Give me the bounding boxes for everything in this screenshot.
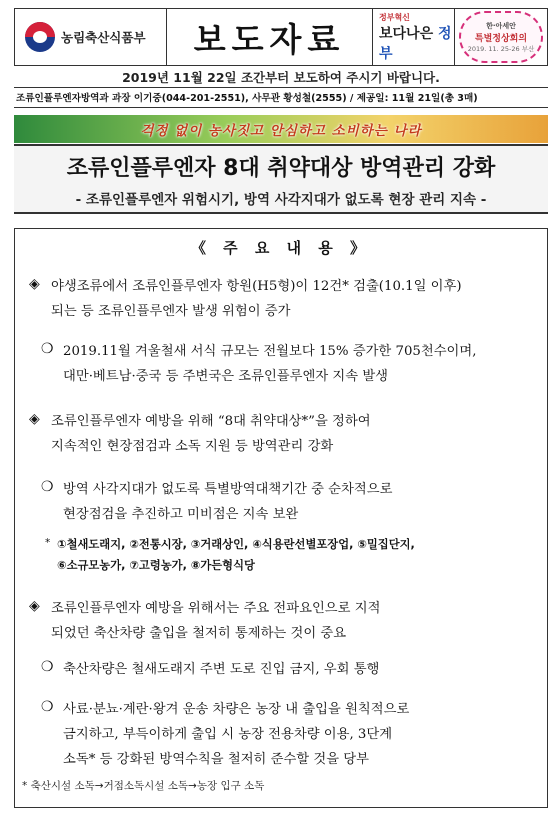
ministry-name: 농림축산식품부 [61, 30, 146, 45]
press-header [14, 8, 548, 66]
contact-line: 조류인플루엔자방역과 과장 이기중(044-201-2551), 사무관 황성철(2555) / 제공일: 11월 21일(총 3매) [14, 90, 548, 108]
summary-box [14, 228, 548, 808]
summary-line: 사료·분뇨·계란·왕겨 운송 차량은 농장 내 출입을 원칙적으로 [63, 702, 410, 717]
gov-slogan-part1: 보다나은 [379, 25, 434, 42]
note-line: ①철새도래지, ②전통시장, ③거래상인, ④식용란선별포장업, ⑤밀집단지, [57, 538, 415, 551]
circle-bullet-icon: ❍ [41, 699, 54, 715]
vulnerable-targets-note [57, 534, 543, 576]
ministry-block [15, 9, 167, 65]
diamond-bullet-icon: ◈ [29, 598, 40, 614]
summary-line: 지속적인 현장점검과 소독 지원 등 방역관리 강화 [51, 439, 334, 454]
circle-bullet-icon: ❍ [41, 341, 54, 357]
summary-line: 금지하고, 부득이하게 출입 시 농장 전용차량 이용, 3단계 [63, 727, 393, 742]
page-subtitle: - 조류인플루엔자 위험시기, 방역 사각지대가 없도록 현장 관리 지속 - [75, 191, 487, 208]
banner-slogan: 걱정 없이 농사짓고 안심하고 소비하는 나라 [140, 123, 422, 139]
summary-item [63, 339, 543, 389]
summary-line: 방역 사각지대가 없도록 특별방역대책기간 중 순차적으로 [63, 482, 393, 497]
press-release-label: 보도자료 [193, 19, 346, 59]
slogan-banner [14, 115, 548, 143]
note-line: ⑥소규모농가, ⑦고령농가, ⑧가든형식당 [57, 559, 255, 572]
asean-summit-logo [455, 9, 547, 65]
embargo-notice: 2019년 11월 22일 조간부터 보도하여 주시기 바랍니다. [14, 68, 548, 88]
circle-bullet-icon: ❍ [41, 479, 54, 495]
summary-line: 2019.11월 겨울철새 서식 규모는 전월보다 15% 증가한 705천수이며, [63, 344, 477, 359]
summary-item [51, 274, 541, 324]
asterisk-note-icon: * [45, 537, 51, 549]
press-release-title-block [167, 9, 373, 65]
asean-summit-badge [459, 11, 543, 63]
summary-item [63, 477, 543, 527]
summary-line: 소독* 등 강화된 방역수칙을 철저히 준수할 것을 당부 [63, 752, 369, 767]
government-emblem-icon [25, 22, 55, 52]
event-line-1: 한·아세안 [486, 22, 516, 30]
footnote: * 축산시설 소독→거점소독시설 소독→농장 입구 소독 [22, 780, 265, 792]
summary-line: 되는 등 조류인플루엔자 발생 위험이 증가 [51, 304, 291, 319]
summary-item [63, 697, 543, 772]
gov-innovation-tagline: 정부혁신 [379, 12, 410, 22]
page-title: 조류인플루엔자 8대 취약대상 방역관리 강화 [66, 155, 496, 181]
diamond-bullet-icon: ◈ [29, 411, 40, 427]
summary-line: 조류인플루엔자 예방을 위해서는 주요 전파요인으로 지적 [51, 601, 381, 616]
summary-line: 되었던 축산차량 출입을 철저히 통제하는 것이 중요 [51, 626, 347, 641]
summary-item [63, 657, 543, 682]
summary-line: 조류인플루엔자 예방을 위해 “8대 취약대상*”을 정하여 [51, 414, 371, 429]
event-line-2: 특별정상회의 [474, 34, 528, 44]
event-line-3: 2019. 11. 25-26 부산 [467, 45, 535, 53]
summary-line: 현장점검을 추진하고 미비점은 지속 보완 [63, 507, 299, 522]
circle-bullet-icon: ❍ [41, 659, 54, 675]
summary-line: 축산차량은 철새도래지 주변 도로 진입 금지, 우회 통행 [63, 662, 380, 677]
summary-item [51, 409, 541, 459]
gov-slogan-part2: 정부 [379, 25, 452, 62]
summary-line: 야생조류에서 조류인플루엔자 항원(H5형)이 12건* 검출(10.1일 이후) [51, 279, 462, 294]
summary-line: 대만·베트남·중국 등 주변국은 조류인플루엔자 지속 발생 [63, 369, 389, 384]
title-box [14, 144, 548, 214]
diamond-bullet-icon: ◈ [29, 276, 40, 292]
summary-heading: 《 주 요 내 용 》 [190, 239, 372, 257]
summary-item [51, 596, 541, 646]
gov-innovation-logo [373, 9, 455, 65]
